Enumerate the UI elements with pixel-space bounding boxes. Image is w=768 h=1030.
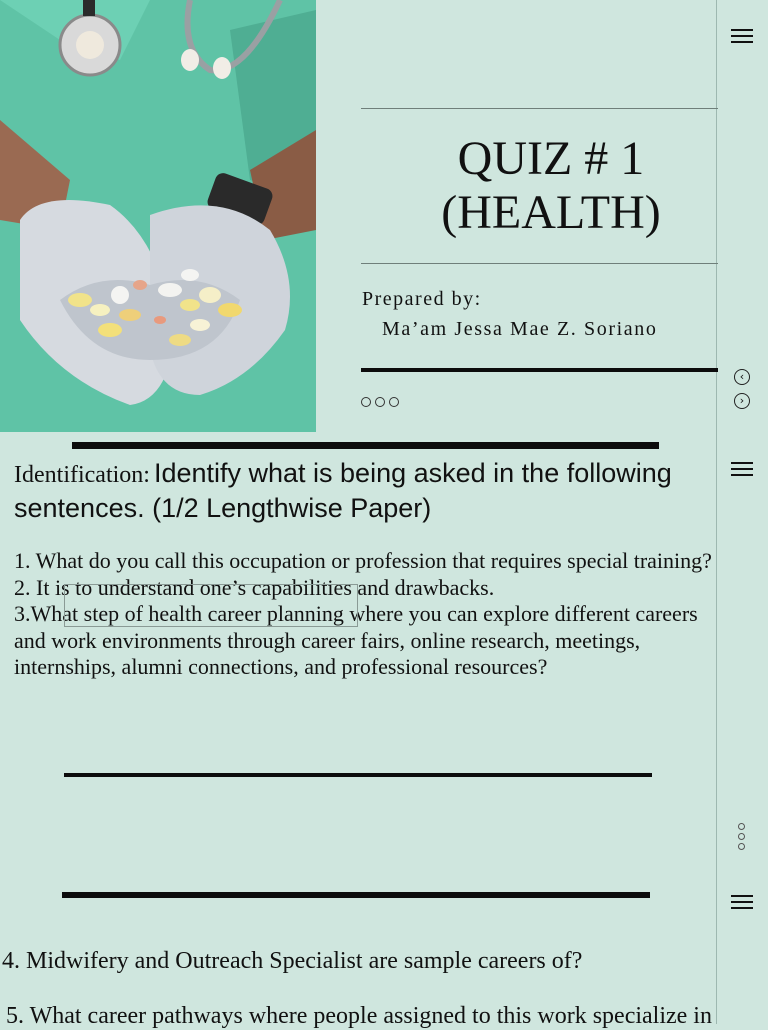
nurse-holding-pills-illustration <box>0 0 316 432</box>
progress-dot <box>361 397 371 407</box>
progress-dot <box>375 397 385 407</box>
title-line-2: (HEALTH) <box>441 186 661 239</box>
section-label: Identification: <box>14 462 150 488</box>
question-2: 2. It is to understand one’s capabilities and drawbacks. <box>14 574 495 600</box>
hamburger-menu-icon[interactable] <box>731 29 753 45</box>
slide-progress-dots <box>361 397 399 407</box>
vertical-dots-icon[interactable] <box>738 823 745 850</box>
progress-dot <box>389 397 399 407</box>
cover-photo <box>0 0 316 432</box>
chevron-left-icon[interactable]: ‹ <box>734 369 750 385</box>
slide-title <box>361 132 741 240</box>
title-top-rule <box>361 108 718 109</box>
prepared-by-label: Prepared by: <box>362 288 482 310</box>
title-line-1: QUIZ # 1 <box>457 132 645 185</box>
title-bottom-rule <box>361 263 718 264</box>
question-4: 4. Midwifery and Outreach Specialist are sample careers of? <box>2 948 583 974</box>
hamburger-menu-icon[interactable] <box>731 895 753 911</box>
chevron-right-icon[interactable]: › <box>734 393 750 409</box>
section-instruction-line-2: sentences. (1/2 Lengthwise Paper) <box>14 493 432 523</box>
selection-outline <box>64 584 358 627</box>
section-instruction-line-1: Identify what is being asked in the following <box>153 458 672 488</box>
question-1: 1. What do you call this occupation or profession that requires special training? <box>14 548 712 573</box>
question-5: 5. What career pathways where people assigned to this work specialize in <box>6 1003 712 1029</box>
divider-rule-thick <box>62 892 650 898</box>
section-top-rule <box>72 442 659 449</box>
author-name: Ma’am Jessa Mae Z. Soriano <box>382 318 658 340</box>
question-3: 3.What step of health career planning where you can explore different careers and work environments through career fairs, online research, meetings, internships, alumni connections, and professional resources? <box>14 601 698 679</box>
divider-rule <box>64 773 652 777</box>
identification-heading <box>14 458 754 528</box>
author-rule <box>361 368 718 372</box>
